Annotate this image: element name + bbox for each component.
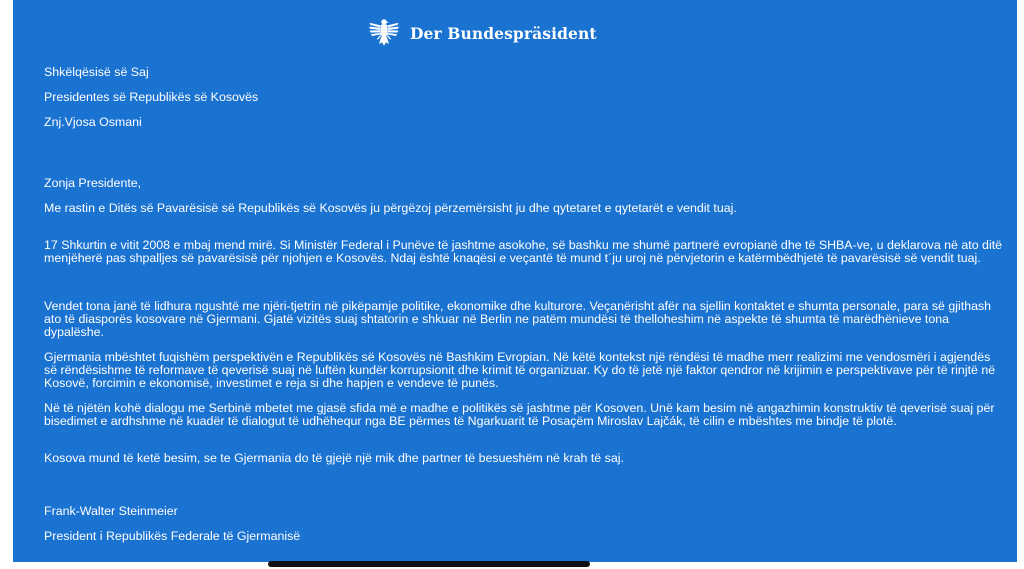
paragraph-closing: Kosova mund të ketë besim, se te Gjermania do të gjejë një mik dhe partner të besueshëm në krah të saj.	[44, 451, 624, 465]
addressee-line-office: Presidentes së Republikës së Kosovës	[44, 90, 259, 104]
federal-eagle-icon	[367, 16, 401, 50]
signature-name: Frank-Walter Steinmeier	[44, 504, 178, 518]
addressee-line-honorific: Shkëlqësisë së Saj	[44, 65, 149, 79]
paragraph-bilateral-ties: Vendet tona janë të lidhura ngushtë me njëri-tjetrin në pikëpamje politike, ekonomike dhe kulturore. Veçanërisht afër na sjellin kontaktet e shumta personale, para së gjithash ato të diasporës kosovare në Gjermani. Gjatë vizitës suaj shtatorin e shkuar në Berlin ne patëm mundësi të thelloheshim në aspekte të shumta të marëdhënieve tona dypalëshe.	[44, 299, 992, 339]
letter	[13, 0, 1017, 562]
letterhead	[367, 16, 597, 50]
home-indicator[interactable]	[268, 561, 590, 567]
paragraph-eu-perspective: Gjermania mbështet fuqishëm perspektivën e Republikës së Kosovës në Bashkim Evropian. Në këtë kontekst një rëndësi të madhe merr realizimi me vendosmëri i agjendës së rëndësishme të reformave të qeverisë suaj në luftën kundër korrupsionit dhe krimit të organizuar. Ky do të jetë një faktor qendror në krijimin e perspektivave për të rinjtë në Kosovë, forcimin e ekonomisë, investimet e reja si dhe hapjen e vendeve të punës.	[44, 350, 996, 390]
addressee-line-name: Znj.Vjosa Osmani	[44, 115, 142, 129]
paragraph-greeting: Me rastin e Ditës së Pavarësisë së Republikës së Kosovës ju përgëzoj përzemërsisht ju dhe qytetaret e qytetarët e vendit tuaj.	[44, 201, 737, 215]
paragraph-serbia-dialogue: Në të njëtën kohë dialogu me Serbinë mbetet me gjasë sfida më e madhe e politikës së jashtme për Kosoven. Unë kam besim në angazhimin konstruktiv të qeverisë suaj për bisedimet e ardhshme në kuadër të dialogut të udhëhequr nga BE përmes të Ngarkuarit të Posaçëm Miroslav Lajčák, të cilin e mbështes me bindje të plotë.	[44, 401, 995, 428]
brand-name: Der Bundespräsident	[410, 23, 597, 43]
paragraph-independence-memory: 17 Shkurtin e vitit 2008 e mbaj mend mirë. Si Ministër Federal i Punëve të jashtme asokohe, së bashku me shumë partnerë evropianë dhe të SHBA-ve, u deklarova në ato ditë menjëherë pas shpalljes së pavarësisë për njohjen e Kosovës. Ndaj është knaqësi e veçantë të mund t´ju uroj në përvjetorin e katërmbëdhjetë të pavarësisë së vendit tuaj.	[44, 238, 1003, 265]
salutation: Zonja Presidente,	[44, 176, 142, 190]
signature-title: President i Republikës Federale të Gjermanisë	[44, 529, 301, 543]
